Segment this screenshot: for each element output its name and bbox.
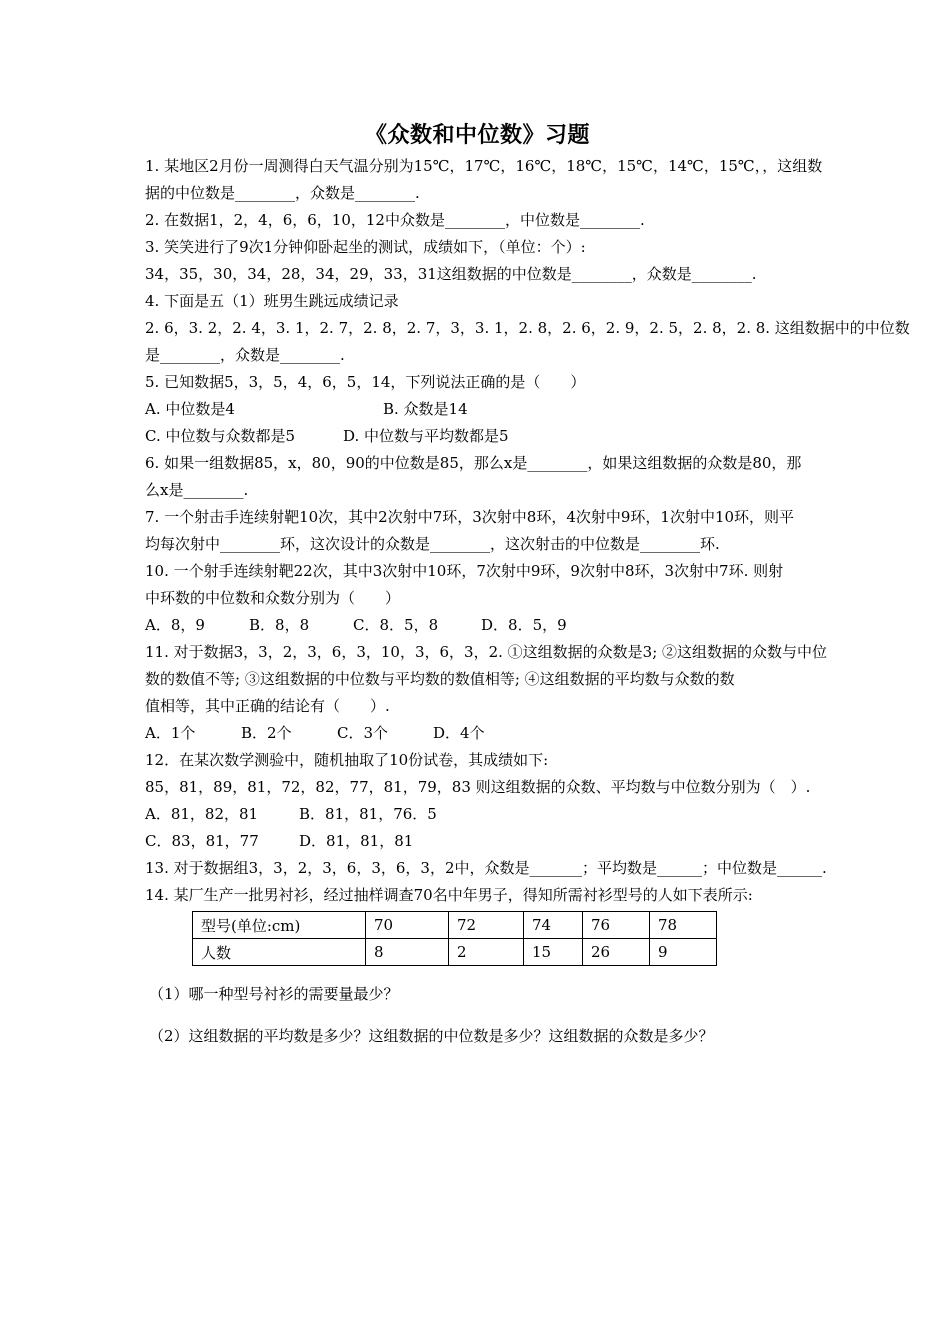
q11-choice-c: C．3个 xyxy=(337,724,389,742)
q5-choice-d: D. 中位数与平均数都是5 xyxy=(343,427,509,445)
q10-choice-b: B．8，8 xyxy=(249,616,310,634)
table-cell: 78 xyxy=(650,912,717,939)
page-title: 《众数和中位数》习题 xyxy=(364,122,590,148)
q5-choices-row-1 xyxy=(145,396,810,423)
table-cell: 74 xyxy=(524,912,583,939)
worksheet-page xyxy=(145,118,910,1065)
q14-sub-2: （2）这组数据的平均数是多少？这组数据的中位数是多少？这组数据的众数是多少？ xyxy=(149,1027,714,1045)
table-cell: 72 xyxy=(449,912,524,939)
q4-line-2: 2. 6，3. 2，2. 4，3. 1，2. 7，2. 8，2. 7，3，3. 1，2. 8，2. 6，2. 9，2. 5，2. 8，2. 8. 这组数据中的中位数 xyxy=(145,319,910,337)
q3-line-2: 34，35，30，34，28，34，29，33，31这组数据的中位数是________，众数是________. xyxy=(145,265,757,283)
q3-line-1: 3. 笑笑进行了9次1分钟仰卧起坐的测试，成绩如下，（单位：个）: xyxy=(145,238,586,256)
q12-choice-c: C．83，81，77 xyxy=(145,832,259,850)
table-cell: 人数 xyxy=(193,939,366,966)
q5-choice-c: C. 中位数与众数都是5 xyxy=(145,427,296,445)
table-cell: 2 xyxy=(449,939,524,966)
q11-choice-b: B．2个 xyxy=(241,724,292,742)
q2-line: 2. 在数据1，2，4，6，6，10，12中众数是________，中位数是________. xyxy=(145,211,645,229)
q7-line-2: 均每次射中________环，这次设计的众数是________，这次射击的中位数是________环. xyxy=(145,535,720,553)
q5-stem: 5. 已知数据5，3，5，4，6，5，14，下列说法正确的是（ ） xyxy=(145,373,586,391)
table-cell: 9 xyxy=(650,939,717,966)
q11-line-3: 值相等，其中正确的结论有（ ）. xyxy=(145,697,390,715)
table-cell: 15 xyxy=(524,939,583,966)
q12-line-2: 85，81，89，81，72，82，77，81，79，83 则这组数据的众数、平均数与中位数分别为（ ）. xyxy=(145,778,811,796)
q10-choices xyxy=(145,612,810,639)
q4-line-1: 4. 下面是五（1）班男生跳远成绩记录 xyxy=(145,292,399,310)
q11-choices xyxy=(145,720,810,747)
q10-line-1: 10. 一个射手连续射靶22次，其中3次射中10环，7次射中9环，9次射中8环，3次射中7环. 则射 xyxy=(145,562,784,580)
table-row xyxy=(193,912,717,939)
table-cell: 26 xyxy=(583,939,650,966)
q10-choice-d: D．8．5，9 xyxy=(481,616,567,634)
q1-line-2: 据的中位数是________，众数是________. xyxy=(145,184,420,202)
q6-line-1: 6. 如果一组数据85，x，80，90的中位数是85，那么x是________，如果这组数据的众数是80，那 xyxy=(145,454,802,472)
table-cell: 76 xyxy=(583,912,650,939)
table-cell: 8 xyxy=(366,939,449,966)
q14-stem: 14. 某厂生产一批男衬衫，经过抽样调查70名中年男子，得知所需衬衫型号的人如下表所示: xyxy=(145,886,753,904)
q5-choices-row-2 xyxy=(145,423,810,450)
q11-choice-a: A．1个 xyxy=(145,724,196,742)
q10-choice-a: A．8，9 xyxy=(145,616,205,634)
q10-line-2: 中环数的中位数和众数分别为（ ） xyxy=(145,589,401,607)
q11-line-2: 数的数值不等; ③这组数据的中位数与平均数的数值相等; ④这组数据的平均数与众数的数 xyxy=(145,670,735,688)
q12-choice-a: A．81，82，81 xyxy=(145,805,259,823)
q10-choice-c: C．8．5，8 xyxy=(353,616,439,634)
table-cell: 70 xyxy=(366,912,449,939)
shirt-size-table xyxy=(192,911,717,966)
q7-line-1: 7. 一个射击手连续射靶10次，其中2次射中7环，3次射中8环，4次射中9环，1次射中10环，则平 xyxy=(145,508,795,526)
q12-choices-row-1 xyxy=(145,801,810,828)
q5-choice-b: B. 众数是14 xyxy=(383,400,468,418)
q13-line: 13. 对于数据组3，3，2，3，6，3，6，3，2中，众数是_______；平均数是______；中位数是______. xyxy=(145,859,827,877)
table-cell: 型号(单位:cm) xyxy=(193,912,366,939)
q14-sub-1: （1）哪一种型号衬衫的需要量最少？ xyxy=(149,985,399,1003)
q12-choice-b: B．81，81，76．5 xyxy=(299,805,437,823)
q11-line-1: 11. 对于数据3，3，2，3，6，3，10，3，6，3，2. ①这组数据的众数是3; ②这组数据的众数与中位 xyxy=(145,643,828,661)
q6-line-2: 么x是________. xyxy=(145,481,249,499)
q5-choice-a: A. 中位数是4 xyxy=(145,400,235,418)
q4-line-3: 是________，众数是________. xyxy=(145,346,345,364)
q12-choice-d: D．81，81，81 xyxy=(299,832,414,850)
q1-line-1: 1. 某地区2月份一周测得白天气温分别为15℃，17℃，16℃，18℃，15℃，14℃，15℃，，这组数 xyxy=(145,157,823,175)
q12-line-1: 12．在某次数学测验中，随机抽取了10份试卷，其成绩如下: xyxy=(145,751,549,769)
q11-choice-d: D．4个 xyxy=(433,724,485,742)
q12-choices-row-2 xyxy=(145,828,810,855)
table-row xyxy=(193,939,717,966)
